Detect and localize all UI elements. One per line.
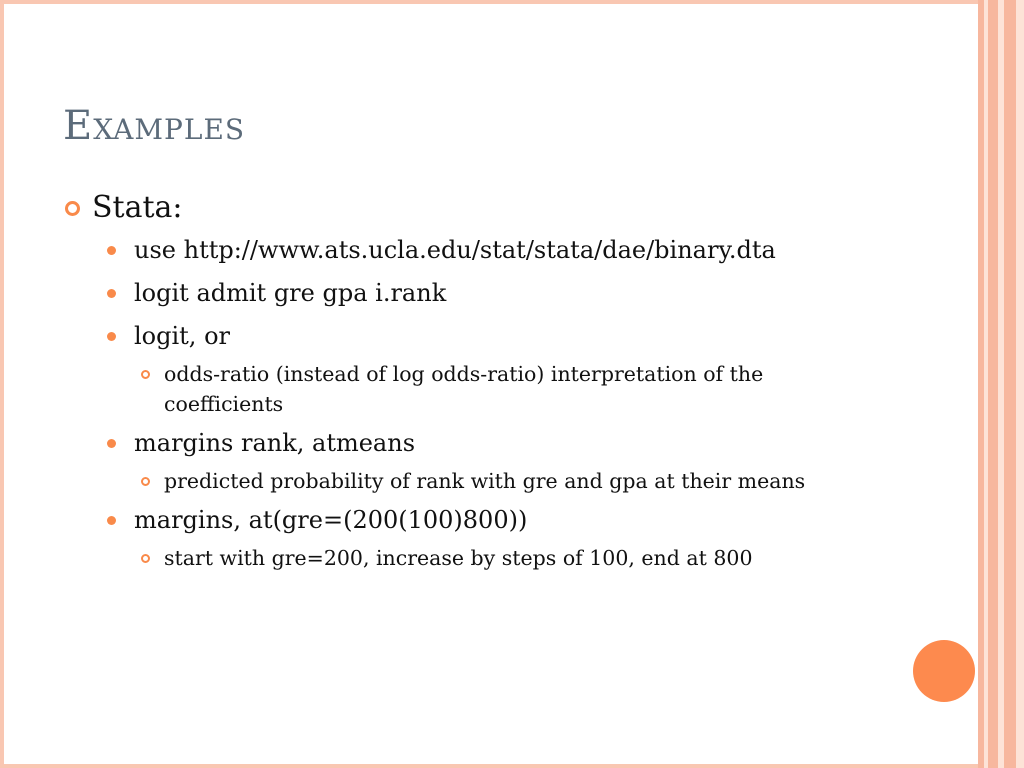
frame-left-border: [0, 0, 4, 768]
small-ring-bullet-icon: [141, 477, 150, 486]
ring-bullet-icon: [65, 201, 80, 216]
dot-bullet-icon: [107, 439, 116, 448]
decorative-stripe: [988, 0, 998, 768]
small-ring-bullet-icon: [141, 554, 150, 563]
bullet-text: use http://www.ats.ucla.edu/stat/stata/dae/binary.dta: [134, 236, 776, 264]
bullet-text: Stata:: [92, 190, 183, 225]
bullet-level-3: [141, 359, 854, 419]
dot-bullet-icon: [107, 332, 116, 341]
bullet-level-2: [107, 277, 892, 309]
slide-content: [62, 188, 892, 581]
decorative-stripe: [1004, 0, 1016, 768]
bullet-text: start with gre=200, increase by steps of 100, end at 800: [164, 546, 753, 570]
frame-bottom-border: [0, 764, 980, 768]
dot-bullet-icon: [107, 289, 116, 298]
bullet-level-3: [141, 543, 854, 573]
bullet-text: margins rank, atmeans: [134, 429, 416, 457]
frame-top-border: [0, 0, 980, 4]
decorative-stripe: [1016, 0, 1024, 768]
slide-title: Examples: [63, 103, 246, 149]
bullet-level-2: [107, 234, 892, 266]
bullet-text: odds-ratio (instead of log odds-ratio) interpretation of the coefficients: [164, 362, 764, 416]
bullet-text: predicted probability of rank with gre and gpa at their means: [164, 469, 806, 493]
dot-bullet-icon: [107, 246, 116, 255]
bullet-text: margins, at(gre=(200(100)800)): [134, 506, 528, 534]
bullet-level-2: [107, 320, 892, 352]
bullet-text: logit admit gre gpa i.rank: [134, 279, 447, 307]
bullet-level-2: [107, 427, 892, 459]
bullet-level-2: [107, 504, 892, 536]
bullet-level-3: [141, 466, 854, 496]
bullet-level-1: [62, 188, 892, 228]
bullet-text: logit, or: [134, 322, 230, 350]
dot-bullet-icon: [107, 516, 116, 525]
decorative-circle: [913, 640, 975, 702]
small-ring-bullet-icon: [141, 370, 150, 379]
